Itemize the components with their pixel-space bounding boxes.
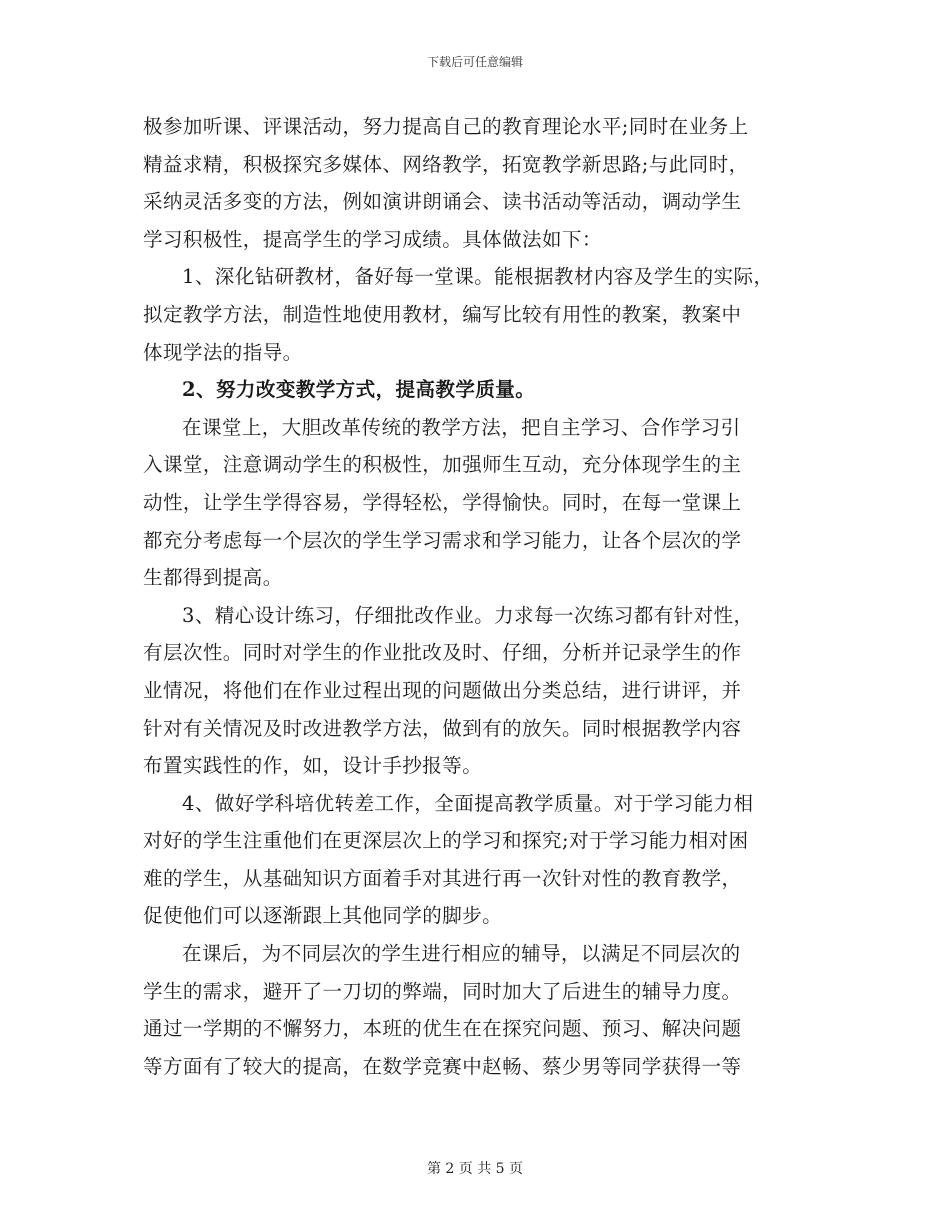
body-line: 等方面有了较大的提高，在数学竞赛中赵畅、蔡少男等同学获得一等 bbox=[143, 1054, 742, 1078]
paragraph-1-start: 1、深化钻研教材，备好每一堂课。能根据教材内容及学生的实际， bbox=[182, 265, 774, 289]
body-line: 拟定教学方法，制造性地使用教材，编写比较有用性的教案，教案中 bbox=[143, 302, 742, 326]
body-line: 通过一学期的不懈努力，本班的优生在在探究问题、预习、解决问题 bbox=[143, 1017, 742, 1041]
body-line: 精益求精，积极探究多媒体、网络教学，拓宽教学新思路;与此同时， bbox=[143, 152, 749, 176]
body-line: 布置实践性的作，如，设计手抄报等。 bbox=[143, 754, 483, 778]
paragraph-start: 在课堂上，大胆改革传统的教学方法，把自主学习、合作学习引 bbox=[182, 415, 741, 439]
body-line: 入课堂，注意调动学生的积极性，加强师生互动，充分体现学生的主 bbox=[143, 453, 742, 477]
body-line: 采纳灵活多变的方法，例如演讲朗诵会、读书活动等活动，调动学生 bbox=[143, 190, 742, 214]
document-body bbox=[143, 108, 833, 1085]
body-line: 学习积极性，提高学生的学习成绩。具体做法如下： bbox=[143, 227, 602, 251]
page-header: 下载后可任意编辑 bbox=[426, 55, 523, 69]
body-line: 有层次性。同时对学生的作业批改及时、仔细，分析并记录学生的作 bbox=[143, 641, 742, 665]
body-line: 对好的学生注重他们在更深层次上的学习和探究;对于学习能力相对困 bbox=[143, 829, 749, 853]
body-line: 都充分考虑每一个层次的学生学习需求和学习能力，让各个层次的学 bbox=[143, 528, 742, 552]
body-line: 生都得到提高。 bbox=[143, 566, 283, 590]
body-line: 业情况，将他们在作业过程出现的问题做出分类总结，进行讲评，并 bbox=[143, 678, 742, 702]
body-line: 极参加听课、评课活动，努力提高自己的教育理论水平;同时在业务上 bbox=[143, 115, 749, 138]
body-line: 体现学法的指导。 bbox=[143, 340, 303, 364]
page-footer: 第 2 页 共 5 页 bbox=[426, 1161, 524, 1177]
body-line: 针对有关情况及时改进教学方法，做到有的放矢。同时根据教学内容 bbox=[143, 716, 742, 740]
body-line: 促使他们可以逐渐跟上其他同学的脚步。 bbox=[143, 904, 503, 928]
paragraph-4-start: 4、做好学科培优转差工作，全面提高教学质量。对于学习能力相 bbox=[182, 791, 754, 815]
body-line: 难的学生，从基础知识方面着手对其进行再一次针对性的教育教学， bbox=[143, 866, 742, 890]
section-heading: 2、努力改变教学方式，提高教学质量。 bbox=[182, 378, 536, 402]
body-line: 学生的需求，避开了一刀切的弊端，同时加大了后进生的辅导力度。 bbox=[143, 979, 742, 1003]
body-line: 动性，让学生学得容易，学得轻松，学得愉快。同时，在每一堂课上 bbox=[143, 490, 742, 514]
paragraph-3-start: 3、精心设计练习，仔细批改作业。力求每一次练习都有针对性， bbox=[182, 603, 754, 627]
paragraph-start: 在课后，为不同层次的学生进行相应的辅导，以满足不同层次的 bbox=[182, 942, 741, 966]
